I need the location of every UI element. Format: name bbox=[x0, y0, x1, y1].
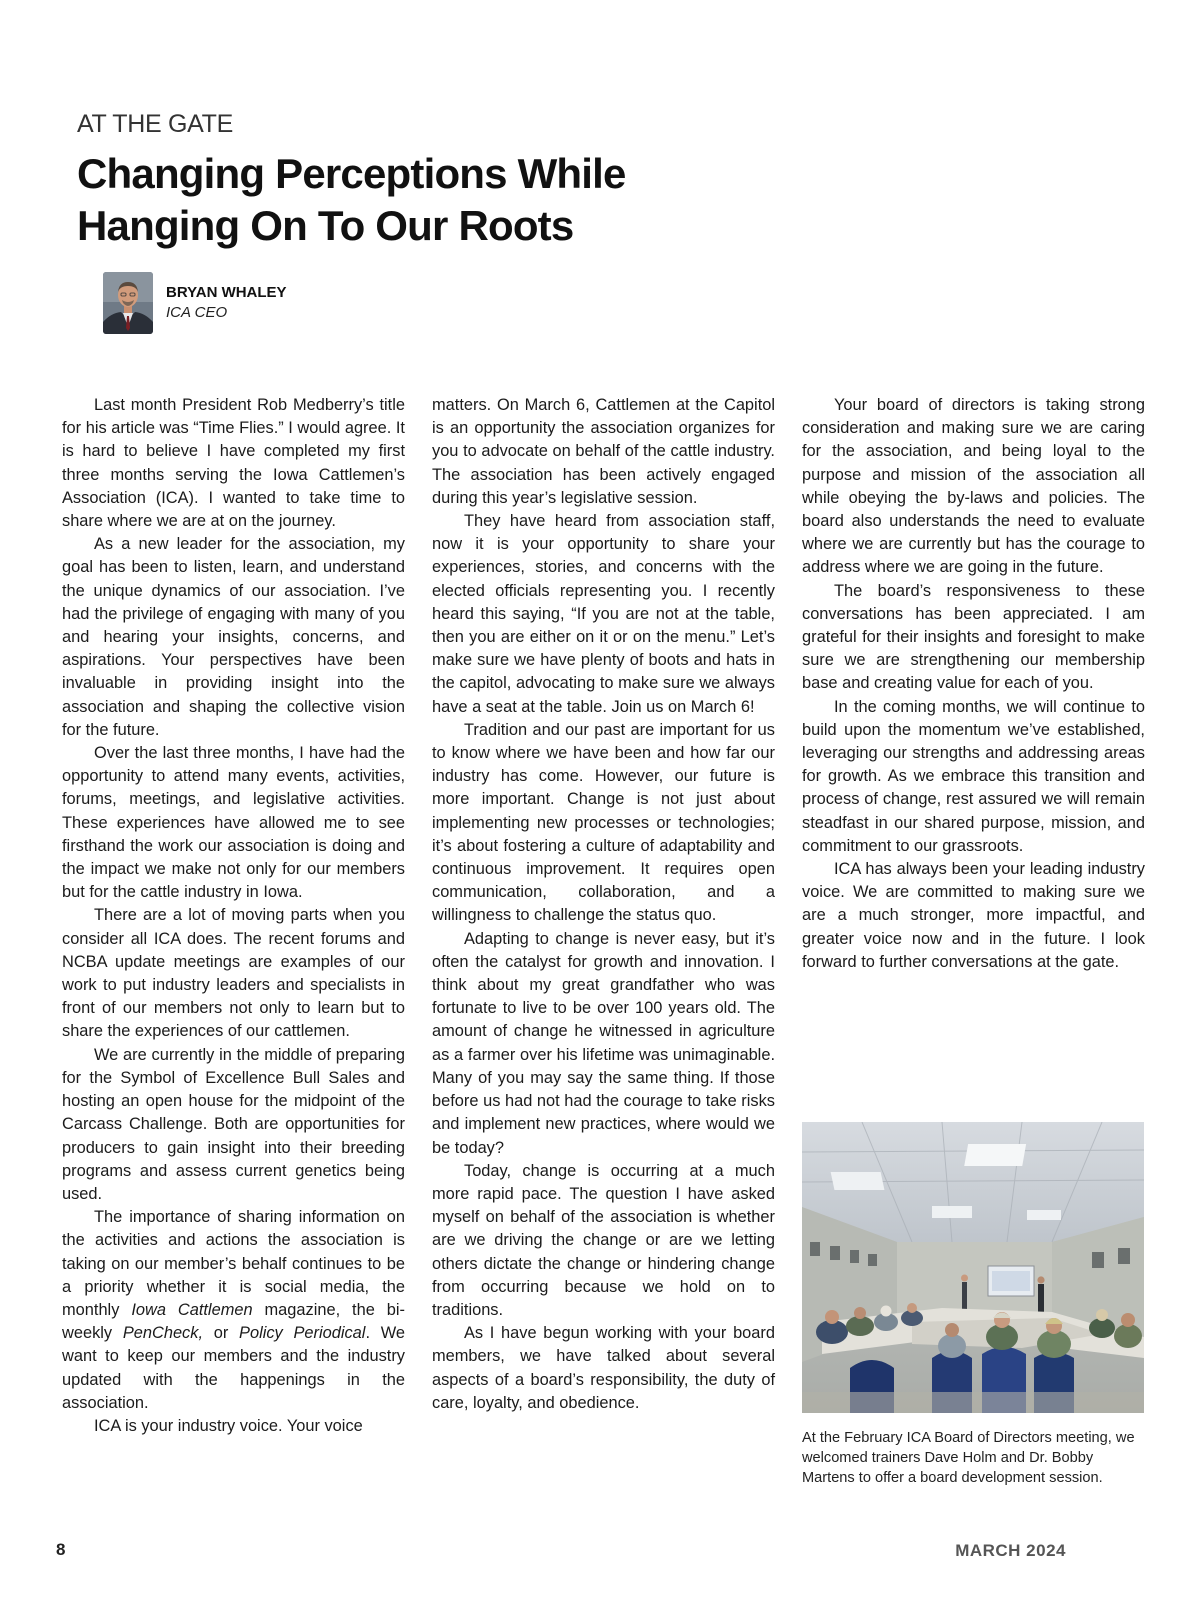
publication-name: Policy Periodical bbox=[239, 1324, 366, 1343]
author-title: ICA CEO bbox=[166, 304, 228, 321]
publication-name: Iowa Cattlemen bbox=[131, 1300, 253, 1319]
paragraph: There are a lot of moving parts when you consider all ICA does. The recent forums and NCBA update meetings are examples of our work to put industry leaders and specialists in front of our members not only to learn but to share the experiences of our cattlemen. bbox=[62, 906, 405, 1041]
paragraph: As a new leader for the association, my goal has been to listen, learn, and understand the unique dynamics of our association. I’ve had the privilege of engaging with many of you and hearing your insights, concerns, and aspirations. Your perspectives have been invaluable in providing insight into the association and shaping the collective vision for the future. bbox=[62, 535, 405, 739]
paragraph: Adapting to change is never easy, but it’s often the catalyst for growth and innovation. I think about my great grandfather who was fortunate to live to be over 100 years old. The amount of change he witnessed in agriculture as a farmer over his lifetime was unimaginable. Many of you may say the same thing. If those before us had not had the courage to take risks and implement new practices, where would we be today? bbox=[432, 929, 775, 1157]
board-meeting-photo bbox=[802, 1122, 1144, 1413]
paragraph: They have heard from association staff, now it is your opportunity to share your experiences, stories, and concerns with the elected officials representing you. I recently heard this saying, “If you are not at the table, then you are either on it or on the menu.” Let’s make sure we have plenty of boots and hats in the capitol, advocating to make sure we always have a seat at the table. Join us on March 6! bbox=[432, 512, 775, 716]
article-column-3 bbox=[802, 394, 1145, 974]
paragraph: The board’s responsiveness to these conversations has been appreciated. I am grateful for their insights and foresight to make sure we are strengthening our membership base and creating value for each of you. bbox=[802, 581, 1145, 693]
headline-line-2: Hanging On To Our Roots bbox=[77, 202, 574, 249]
section-kicker: AT THE GATE bbox=[77, 110, 233, 138]
paragraph: Over the last three months, I have had the opportunity to attend many events, activities, forums, meetings, and legislative activities. These experiences have allowed me to see firsthand the work our association is doing and the impact we make not only for our members but for the cattle industry in Iowa. bbox=[62, 744, 405, 902]
paragraph: We are currently in the middle of preparing for the Symbol of Excellence Bull Sales and hosting an open house for the midpoint of the Carcass Challenge. Both are opportunities for producers to gain insight into their breeding programs and assess current genetics being used. bbox=[62, 1045, 405, 1203]
meeting-room-image bbox=[802, 1122, 1144, 1413]
paragraph-continued: matters. On March 6, Cattlemen at the Capitol is an opportunity the association organizes for you to advocate on behalf of the cattle industry. The association has been actively engaged during this year’s legislative session. bbox=[432, 396, 775, 507]
paragraph: Last month President Rob Medberry’s title for his article was “Time Flies.” I would agree. It is hard to believe I have completed my first three months serving the Iowa Cattlemen’s Association (ICA). I wanted to take time to share where we are at on the journey. bbox=[62, 396, 405, 531]
text-run: or bbox=[203, 1324, 240, 1343]
author-avatar bbox=[103, 272, 153, 334]
headline-line-1: Changing Perceptions While bbox=[77, 150, 626, 197]
article-column-2 bbox=[432, 394, 775, 1415]
text-run: . We want to keep our members and the industry updated with the happenings in the association. bbox=[62, 1324, 406, 1412]
paragraph: Your board of directors is taking strong consideration and making sure we are caring for the association, and being loyal to the purpose and mission of the association all while obeying the by-laws and policies. The board also understands the need to evaluate where we are currently but has the courage to address where we are going in the future. bbox=[802, 396, 1145, 577]
author-name: BRYAN WHALEY bbox=[166, 284, 287, 301]
paragraph: Today, change is occurring at a much more rapid pace. The question I have asked myself on behalf of the association is whether are we driving the change or are we letting others dictate the change or hindering change from occurring because we hold on to traditions. bbox=[432, 1161, 775, 1319]
author-portrait-image bbox=[103, 272, 153, 334]
paragraph: ICA is your industry voice. Your voice bbox=[94, 1416, 363, 1435]
page-number: 8 bbox=[56, 1540, 66, 1559]
text-run: The importance of sharing information on the activities and actions the association is taking on our member’s behalf continues to be a priority whether it is social media, the monthly bbox=[62, 1208, 405, 1319]
paragraph: ICA has always been your leading industry voice. We are committed to making sure we are a much stronger, more impactful, and greater voice now and in the future. I look forward to further conversations at the gate. bbox=[802, 860, 1145, 971]
issue-date: MARCH 2024 bbox=[955, 1541, 1066, 1560]
paragraph: As I have begun working with your board members, we have talked about several aspects of a board’s responsibility, the duty of care, loyalty, and obedience. bbox=[432, 1324, 775, 1412]
photo-caption: At the February ICA Board of Directors meeting, we welcomed trainers Dave Holm and Dr. Bobby Martens to offer a board development session. bbox=[802, 1430, 1135, 1486]
paragraph-media-channels bbox=[62, 1206, 405, 1415]
article-headline bbox=[77, 148, 777, 252]
paragraph: In the coming months, we will continue to build upon the momentum we’ve established, leveraging our strengths and addressing areas for growth. As we embrace this transition and process of change, rest assured we will remain steadfast in our shared purpose, mission, and commitment to our grassroots. bbox=[802, 697, 1145, 855]
article-column-1 bbox=[62, 394, 405, 1438]
publication-name: PenCheck, bbox=[122, 1324, 204, 1343]
paragraph: Tradition and our past are important for us to know where we have been and how far our industry has come. However, our future is more important. Change is not just about implementing new processes or technologies; it’s about fostering a culture of adaptability and continuous improvement. It requires open communication, collaboration, and a willingness to challenge the status quo. bbox=[432, 720, 775, 925]
text-run: magazine, the bi-weekly bbox=[62, 1300, 405, 1343]
